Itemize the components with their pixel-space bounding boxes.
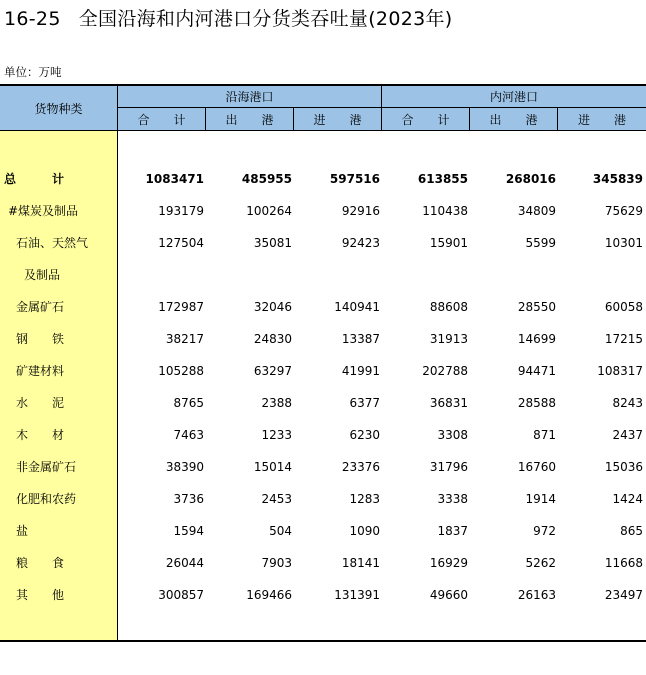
- table-cell: 3736: [173, 492, 204, 506]
- header-inland-total: 合 计: [401, 112, 450, 127]
- table-cell: 485955: [241, 172, 292, 186]
- table-cell: 172987: [158, 300, 204, 314]
- table-cell: 17215: [604, 332, 643, 346]
- header-inland-inbound: 进 港: [577, 112, 626, 127]
- table-number: 16-25: [4, 8, 61, 30]
- page-title: [4, 4, 453, 31]
- header-inland-outbound: 出 港: [489, 112, 538, 127]
- table-cell: 75629: [604, 204, 643, 218]
- table-cell: 92423: [341, 236, 380, 250]
- table-cell: 1090: [349, 524, 380, 538]
- header-cargo-type: 货物种类: [34, 101, 83, 116]
- table-cell: 36831: [429, 396, 468, 410]
- table-cell: 31796: [429, 460, 468, 474]
- table-cell: 169466: [246, 588, 292, 602]
- table-cell: 88608: [429, 300, 468, 314]
- table-cell: 865: [620, 524, 643, 538]
- table-cell: 1914: [525, 492, 556, 506]
- table-cell: 1837: [437, 524, 468, 538]
- unit-label: 单位：万吨: [4, 65, 62, 79]
- table-cell: 31913: [429, 332, 468, 346]
- table-cell: 13387: [341, 332, 380, 346]
- table-cell: 63297: [253, 364, 292, 378]
- table-cell: 18141: [341, 556, 380, 570]
- table-cell: 60058: [604, 300, 643, 314]
- table-cell: 38217: [165, 332, 204, 346]
- table-cell: 14699: [517, 332, 556, 346]
- table-cell: 15014: [253, 460, 292, 474]
- row-label: 及制品: [24, 268, 61, 282]
- table-cell: 972: [533, 524, 556, 538]
- table-cell: 16760: [517, 460, 556, 474]
- table-cell: 49660: [429, 588, 468, 602]
- table-cell: 15036: [604, 460, 643, 474]
- table-cell: 268016: [505, 172, 556, 186]
- table-cell: 94471: [517, 364, 556, 378]
- table-cell: 2453: [261, 492, 292, 506]
- table-cell: 23497: [604, 588, 643, 602]
- table-cell: 10301: [604, 236, 643, 250]
- header-coastal-total: 合 计: [137, 112, 186, 127]
- table-cell: 2437: [612, 428, 643, 442]
- table-cell: 504: [269, 524, 292, 538]
- table-title: 全国沿海和内河港口分货类吞吐量(2023年): [78, 8, 453, 30]
- row-label: 盐: [16, 524, 29, 538]
- table-cell: 3338: [437, 492, 468, 506]
- table-cell: 92916: [341, 204, 380, 218]
- table-cell: 871: [533, 428, 556, 442]
- row-label-total: 总 计: [4, 172, 65, 186]
- table-cell: 131391: [334, 588, 380, 602]
- table-cell: 613855: [417, 172, 468, 186]
- table-cell: 41991: [341, 364, 380, 378]
- row-label: 钢 铁: [16, 332, 65, 346]
- table-cell: 26044: [165, 556, 204, 570]
- table-cell: 300857: [158, 588, 204, 602]
- header-coastal-inbound: 进 港: [313, 112, 362, 127]
- table-cell: 5599: [525, 236, 556, 250]
- table-cell: 6377: [349, 396, 380, 410]
- table-cell: 11668: [604, 556, 643, 570]
- table-cell: 23376: [341, 460, 380, 474]
- table-cell: 5262: [525, 556, 556, 570]
- table-cell: 32046: [253, 300, 292, 314]
- row-label: 非金属矿石: [16, 460, 77, 474]
- row-label: 粮 食: [16, 556, 65, 570]
- table-cell: 597516: [329, 172, 380, 186]
- table-cell: 1283: [349, 492, 380, 506]
- header-coastal-outbound: 出 港: [225, 112, 274, 127]
- table-cell: 1233: [261, 428, 292, 442]
- header-coastal-ports: 沿海港口: [225, 90, 274, 104]
- table-cell: 7903: [261, 556, 292, 570]
- table-cell: 100264: [246, 204, 292, 218]
- bottom-rule: [0, 640, 646, 642]
- table-cell: 16929: [429, 556, 468, 570]
- table-cell: 15901: [429, 236, 468, 250]
- divider: [117, 86, 118, 640]
- table-cell: 127504: [158, 236, 204, 250]
- divider: [0, 130, 646, 131]
- table-cell: 3308: [437, 428, 468, 442]
- row-label: 木 材: [16, 428, 65, 442]
- row-label: 金属矿石: [16, 300, 65, 314]
- table-cell: 6230: [349, 428, 380, 442]
- table-cell: 193179: [158, 204, 204, 218]
- table-cell: 2388: [261, 396, 292, 410]
- row-label: 其 他: [16, 588, 65, 602]
- table-cell: 108317: [597, 364, 643, 378]
- row-label: 化肥和农药: [16, 492, 77, 506]
- table-cell: 345839: [592, 172, 643, 186]
- row-label: 石油、天然气: [16, 236, 89, 250]
- table-cell: 202788: [422, 364, 468, 378]
- table-cell: 28550: [517, 300, 556, 314]
- row-label: 矿建材料: [16, 364, 65, 378]
- row-label: 水 泥: [16, 396, 65, 410]
- table-cell: 1594: [173, 524, 204, 538]
- table-cell: 105288: [158, 364, 204, 378]
- header-inland-ports: 内河港口: [489, 90, 538, 104]
- table-cell: 26163: [517, 588, 556, 602]
- table-cell: 38390: [165, 460, 204, 474]
- table-cell: 1083471: [145, 172, 204, 186]
- table-cell: 140941: [334, 300, 380, 314]
- table-cell: 35081: [253, 236, 292, 250]
- table-cell: 24830: [253, 332, 292, 346]
- table-cell: 8765: [173, 396, 204, 410]
- row-label: #煤炭及制品: [8, 204, 79, 218]
- table-cell: 7463: [173, 428, 204, 442]
- table-cell: 8243: [612, 396, 643, 410]
- table-cell: 1424: [612, 492, 643, 506]
- table-cell: 28588: [517, 396, 556, 410]
- table-cell: 110438: [422, 204, 468, 218]
- table-cell: 34809: [517, 204, 556, 218]
